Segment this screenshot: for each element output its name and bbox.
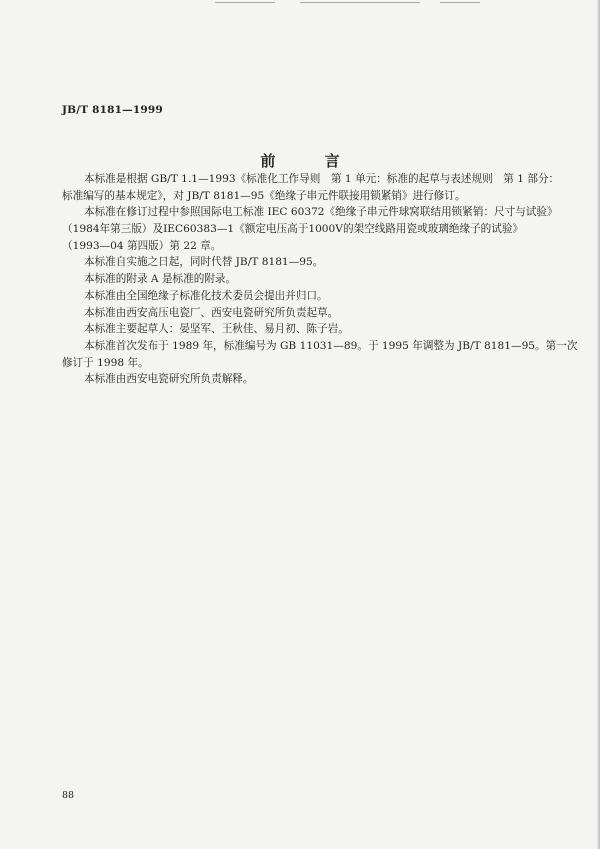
text-line: 本标准首次发布于 1989 年，标准编号为 GB 11031—89。于 1995 年调整为 JB/T 8181—95。第一次: [84, 339, 578, 352]
text-line: 本标准自实施之日起，同时代替 JB/T 8181—95。: [84, 256, 324, 269]
text-line: 本标准在修订过程中参照国际电工标准 IEC 60372《绝缘子串元件球窝联结用锁紧销：尺寸与试验》: [84, 206, 558, 219]
foreword-body: [62, 171, 578, 388]
text-line: 本标准的附录 A 是标准的附录。: [84, 273, 237, 286]
text-line: 本标准主要起草人：晏坚军、王秋佳、易月初、陈子岩。: [84, 323, 349, 336]
page-title: 前 言: [260, 152, 362, 170]
text-line: 本标准由西安高压电瓷厂、西安电瓷研究所负责起草。: [84, 306, 339, 319]
text-line: 修订于 1998 年。: [62, 356, 149, 369]
standard-code-header: JB/T 8181—1999: [62, 104, 163, 116]
page-number: 88: [62, 790, 75, 801]
text-line: （1993—04 第四版）第 22 章。: [62, 239, 222, 252]
text-line: 本标准是根据 GB/T 1.1—1993《标准化工作导则 第 1 单元：标准的起草与表述规则 第 1 部分：: [84, 173, 560, 185]
text-line: 本标准由全国绝缘子标准化技术委员会提出并归口。: [84, 289, 328, 302]
text-line: 标准编写的基本规定》，对 JB/T 8181—95《绝缘子串元件联接用锁紧销》进行修订。: [62, 189, 466, 202]
scan-top-edge: [0, 0, 600, 6]
text-line: 本标准由西安电瓷研究所负责解释。: [84, 373, 254, 386]
text-line: （1984年第三版）及IEC60383—1《额定电压高于1000V的架空线路用瓷或玻璃绝缘子的试验》: [62, 223, 524, 236]
